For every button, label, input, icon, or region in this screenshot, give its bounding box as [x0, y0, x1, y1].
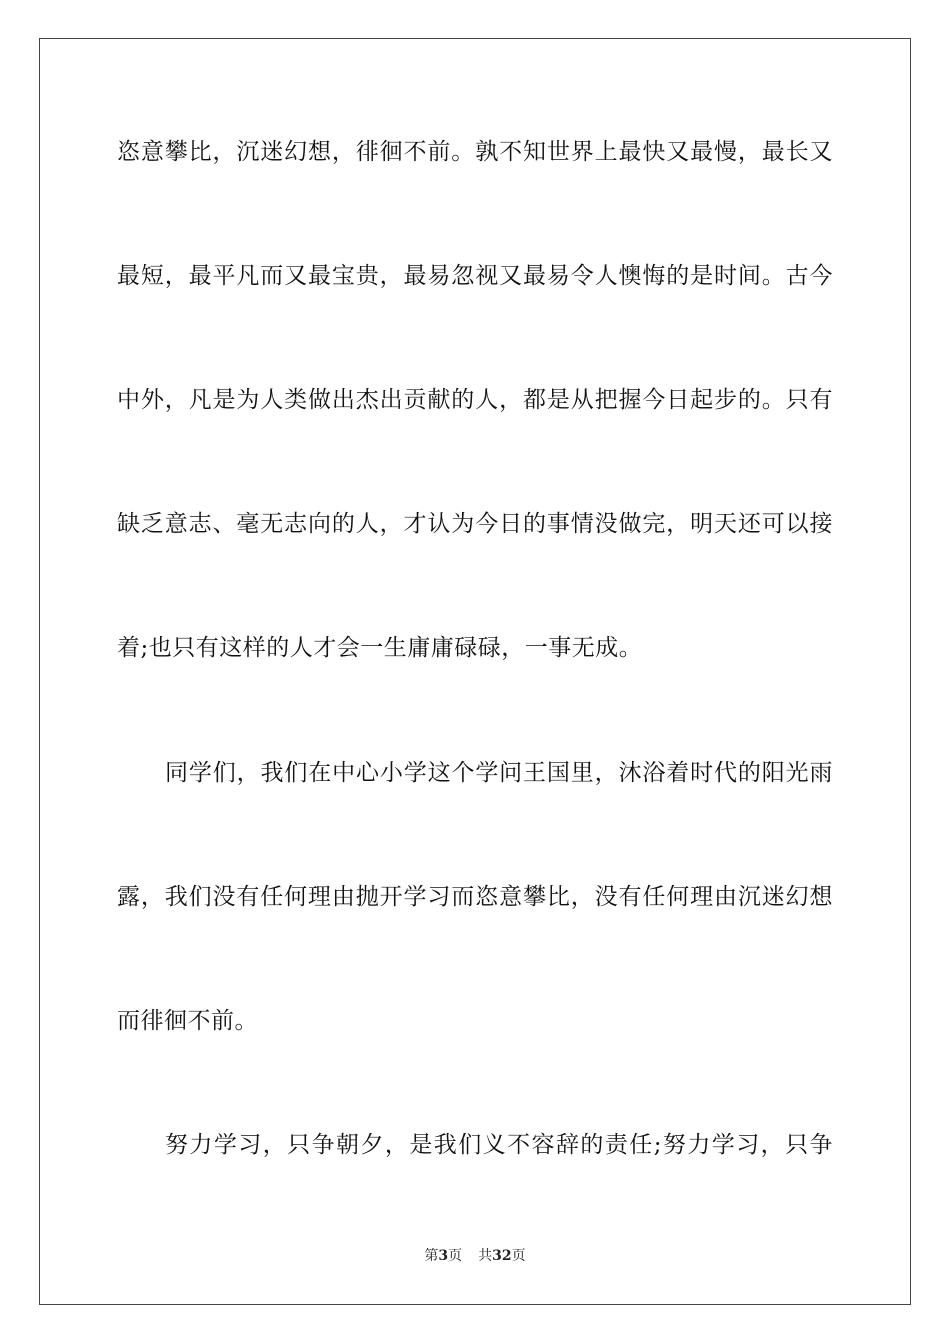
text-line: 而徘徊不前。 — [117, 1008, 258, 1034]
paragraph-first-line: 努力学习，只争朝夕，是我们义不容辞的责任;努力学习，只争 — [165, 1132, 833, 1158]
text-line: 缺乏意志、毫无志向的人，才认为今日的事情没做完，明天还可以接 — [117, 511, 833, 537]
text-line: 着;也只有这样的人才会一生庸庸碌碌，一事无成。 — [117, 635, 643, 661]
current-page-number: 3 — [438, 1248, 449, 1264]
text-line: 中外，凡是为人类做出杰出贡献的人，都是从把握今日起步的。只有 — [117, 387, 833, 413]
footer-total-prefix: 共 — [478, 1248, 493, 1264]
paragraph-first-line: 同学们，我们在中心小学这个学问王国里，沐浴着时代的阳光雨 — [165, 760, 833, 786]
page-border — [39, 38, 911, 1305]
text-line: 最短，最平凡而又最宝贵，最易忽视又最易令人懊悔的是时间。古今 — [117, 263, 833, 289]
text-line: 露，我们没有任何理由抛开学习而恣意攀比，没有任何理由沉迷幻想 — [117, 884, 833, 910]
total-page-count: 32 — [492, 1248, 512, 1264]
footer-page-suffix: 页 — [448, 1248, 463, 1264]
footer-prefix: 第 — [424, 1248, 439, 1264]
text-line: 恣意攀比，沉迷幻想，徘徊不前。孰不知世界上最快又最慢，最长又 — [117, 139, 833, 165]
footer-total-suffix: 页 — [511, 1248, 526, 1264]
page-footer — [0, 1247, 950, 1265]
